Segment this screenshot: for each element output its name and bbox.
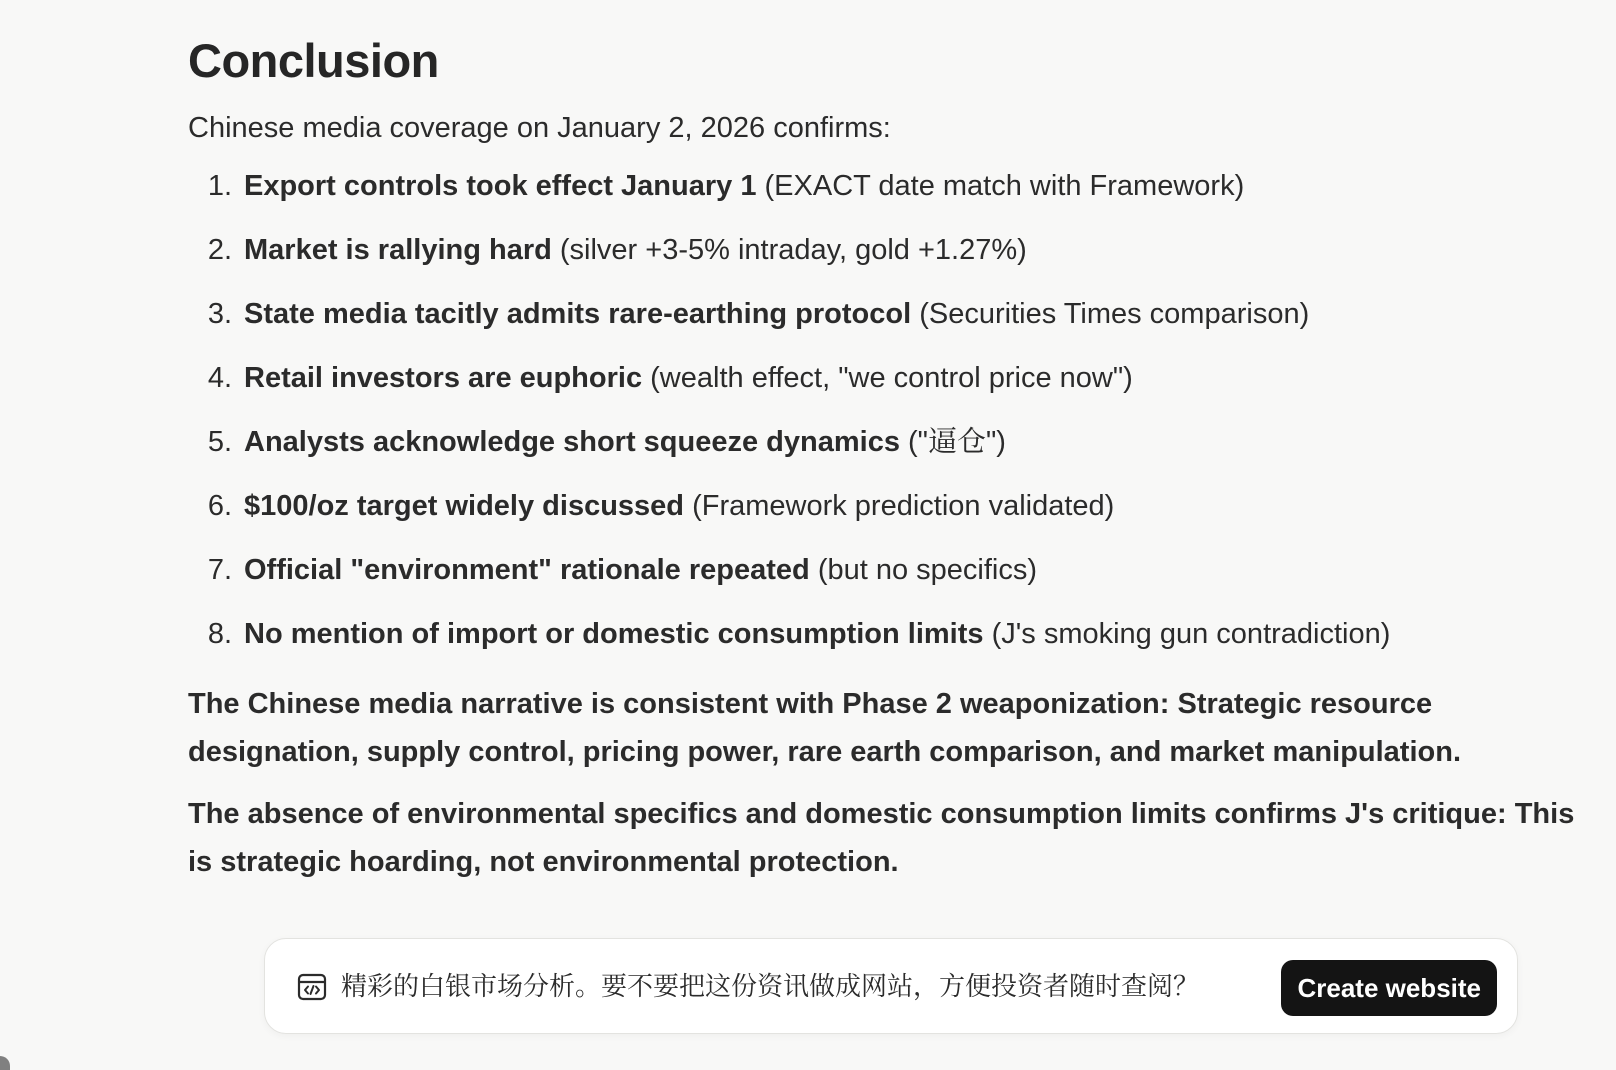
- list-number: 1.: [207, 170, 232, 202]
- list-number: 7.: [207, 554, 232, 586]
- code-window-icon: [297, 972, 327, 1002]
- list-number: 4.: [207, 362, 232, 394]
- list-item: [188, 354, 1588, 418]
- list-item-bold: Official "environment" rationale repeated: [244, 554, 810, 586]
- list-item-detail: (but no specifics): [809, 554, 1038, 586]
- list-number: 6.: [207, 490, 232, 522]
- summary-paragraph-2: The absence of environmental specifics and domestic consumption limits confirms J's critique: This is strategic hoarding, not environmental protection.: [188, 798, 1575, 878]
- list-item: [188, 162, 1588, 226]
- list-item-bold: Market is rallying hard: [244, 234, 552, 266]
- banner-prompt-text: 精彩的白银市场分析。要不要把这份资讯做成网站，方便投资者随时查阅？: [341, 972, 1200, 1002]
- list-item-bold: State media tacitly admits rare-earthing protocol: [244, 298, 912, 330]
- list-item-bold: No mention of import or domestic consumption limits: [244, 618, 984, 650]
- list-number: 8.: [207, 618, 232, 650]
- list-item-detail: (EXACT date match with Framework): [756, 170, 1245, 202]
- create-website-banner: [264, 938, 1518, 1034]
- summary-paragraph-1: The Chinese media narrative is consistent with Phase 2 weaponization: Strategic resource designation, supply control, pricing power, rare earth comparison, and market manipulation.: [188, 688, 1462, 768]
- conclusion-section: [188, 32, 1588, 886]
- list-item-detail: ("逼仓"): [899, 426, 1006, 458]
- list-item: [188, 418, 1588, 482]
- list-item-detail: (J's smoking gun contradiction): [983, 618, 1391, 650]
- create-website-button[interactable]: Create website: [1281, 960, 1497, 1016]
- conclusion-list: [188, 162, 1588, 674]
- list-number: 2.: [207, 234, 232, 266]
- list-item-detail: (wealth effect, "we control price now"): [642, 362, 1133, 394]
- list-item-bold: Export controls took effect January 1: [244, 170, 757, 202]
- section-title: Conclusion: [188, 34, 439, 87]
- list-item: [188, 610, 1588, 674]
- list-item: [188, 290, 1588, 354]
- list-item: [188, 482, 1588, 546]
- list-item-bold: Retail investors are euphoric: [244, 362, 643, 394]
- list-item-bold: $100/oz target widely discussed: [244, 490, 685, 522]
- window-corner: [0, 1056, 10, 1070]
- intro-text: Chinese media coverage on January 2, 2026 confirms:: [188, 112, 891, 144]
- list-item: [188, 226, 1588, 290]
- list-item-detail: (silver +3-5% intraday, gold +1.27%): [551, 234, 1027, 266]
- list-item-detail: (Framework prediction validated): [684, 490, 1115, 522]
- list-item-bold: Analysts acknowledge short squeeze dynamics: [244, 426, 900, 458]
- list-number: 5.: [207, 426, 232, 458]
- list-item-detail: (Securities Times comparison): [911, 298, 1310, 330]
- list-item: [188, 546, 1588, 610]
- list-number: 3.: [207, 298, 232, 330]
